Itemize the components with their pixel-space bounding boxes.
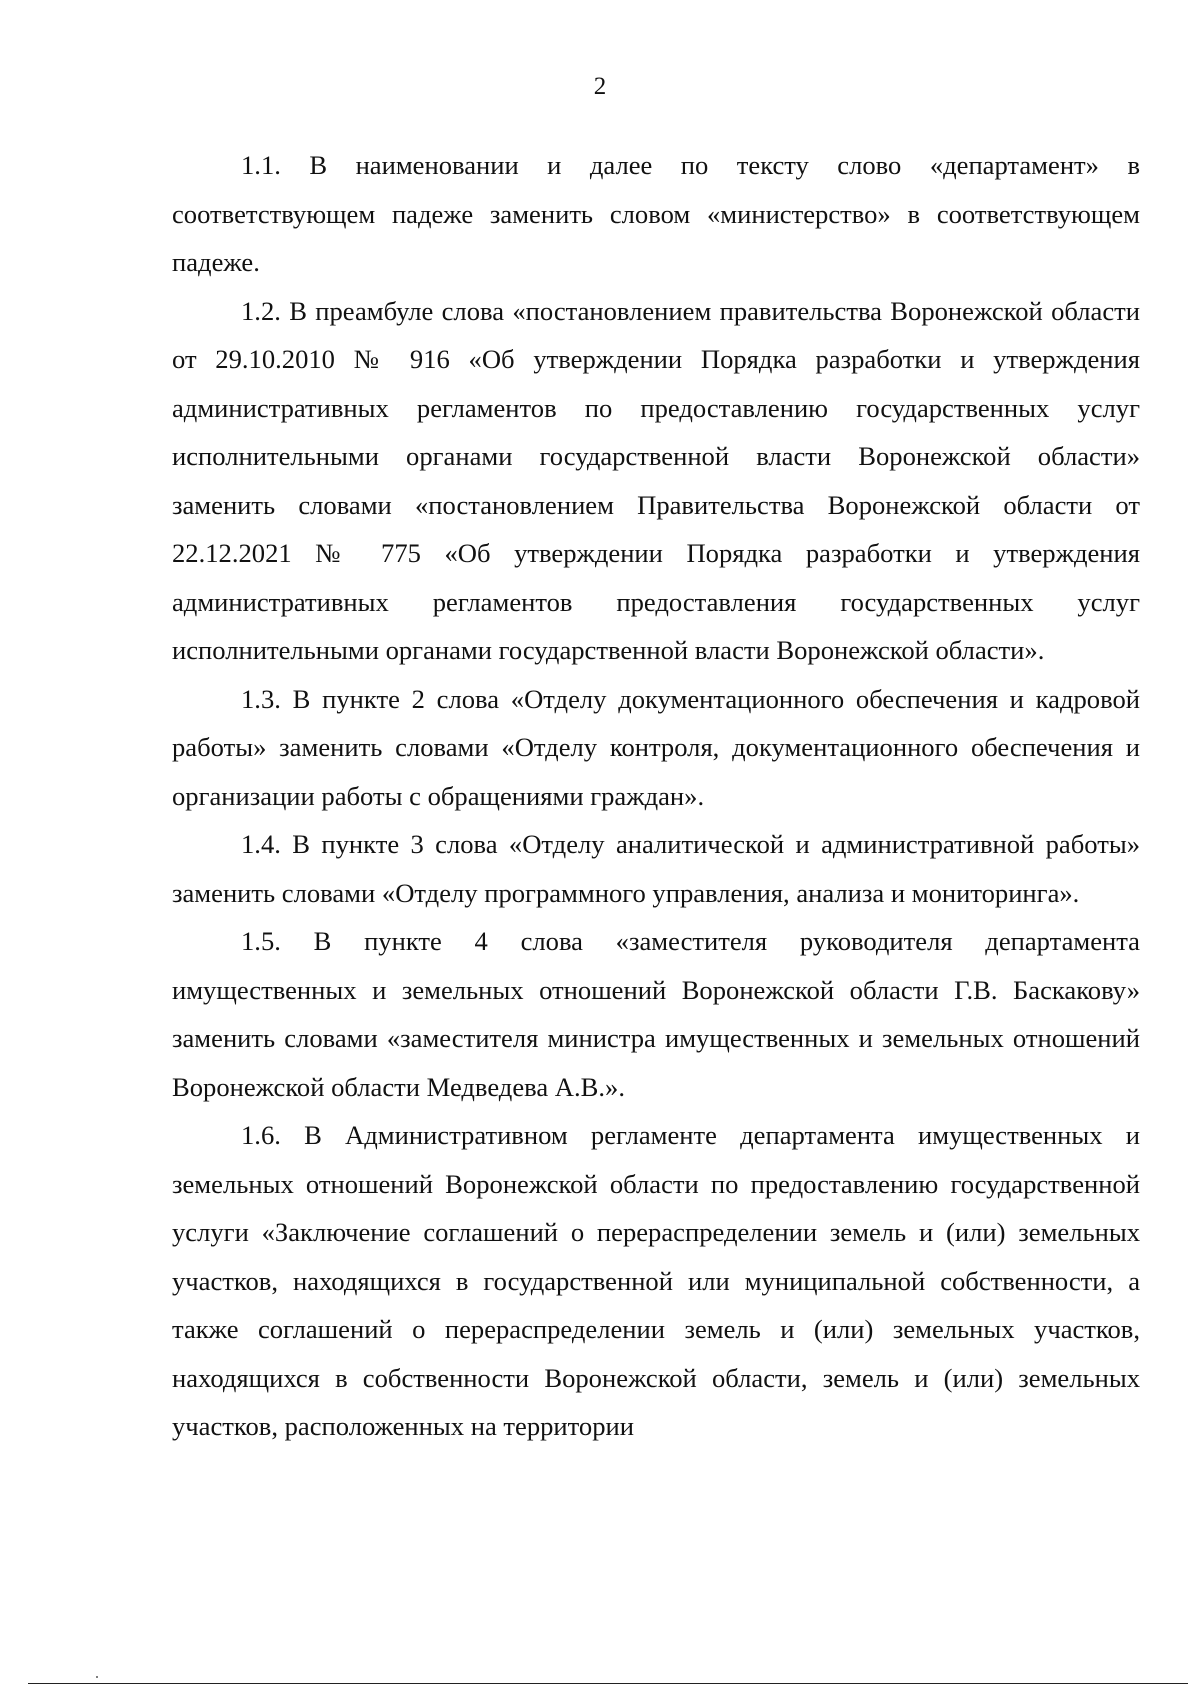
scan-speck: [96, 1676, 98, 1678]
paragraph-1-3: 1.3. В пункте 2 слова «Отделу документационного обеспечения и кадровой работы» заменить словами «Отделу контроля, документационного обеспечения и организации работы с обращениями граждан».: [172, 683, 1140, 811]
page-bottom-edge-line: [28, 1683, 1188, 1684]
paragraph-1-2: 1.2. В преамбуле слова «постановлением правительства Воронежской области от 29.10.2010 № 916 «Об утверждении Порядка разработки и утверждения административных регламентов по предоставлению государственных услуг исполнительными органами государственной власти Воронежской области» заменить словами «постановлением Правительства Воронежской области от 22.12.2021 № 775 «Об утверждении Порядка разработки и утверждения административных регламентов предоставления государственных услуг исполнительными органами государственной власти Воронежской области».: [172, 295, 1140, 665]
paragraph-1-6: 1.6. В Административном регламенте департамента имущественных и земельных отношений Воронежской области по предоставлению государственной услуги «Заключение соглашений о перераспределении земель и (или) земельных участков, находящихся в государственной или муниципальной собственности, а также соглашений о перераспределении земель и (или) земельных участков, находящихся в собственности Воронежской области, земель и (или) земельных участков, расположенных на территории: [172, 1120, 1140, 1441]
document-body: [172, 141, 1140, 1451]
paragraph-1-4: 1.4. В пункте 3 слова «Отделу аналитической и административной работы» заменить словами «Отделу программного управления, анализа и мониторинга».: [172, 829, 1140, 908]
paragraph-1-1: 1.1. В наименовании и далее по тексту слово «департамент» в соответствующем падеже заменить словом «министерство» в соответствующем падеже.: [172, 150, 1140, 277]
page-number: 2: [593, 73, 607, 100]
paragraph-1-5: 1.5. В пункте 4 слова «заместителя руководителя департамента имущественных и земельных отношений Воронежской области Г.В. Баскакову» заменить словами «заместителя министра имущественных и земельных отношений Воронежской области Медведева А.В.».: [172, 926, 1140, 1102]
